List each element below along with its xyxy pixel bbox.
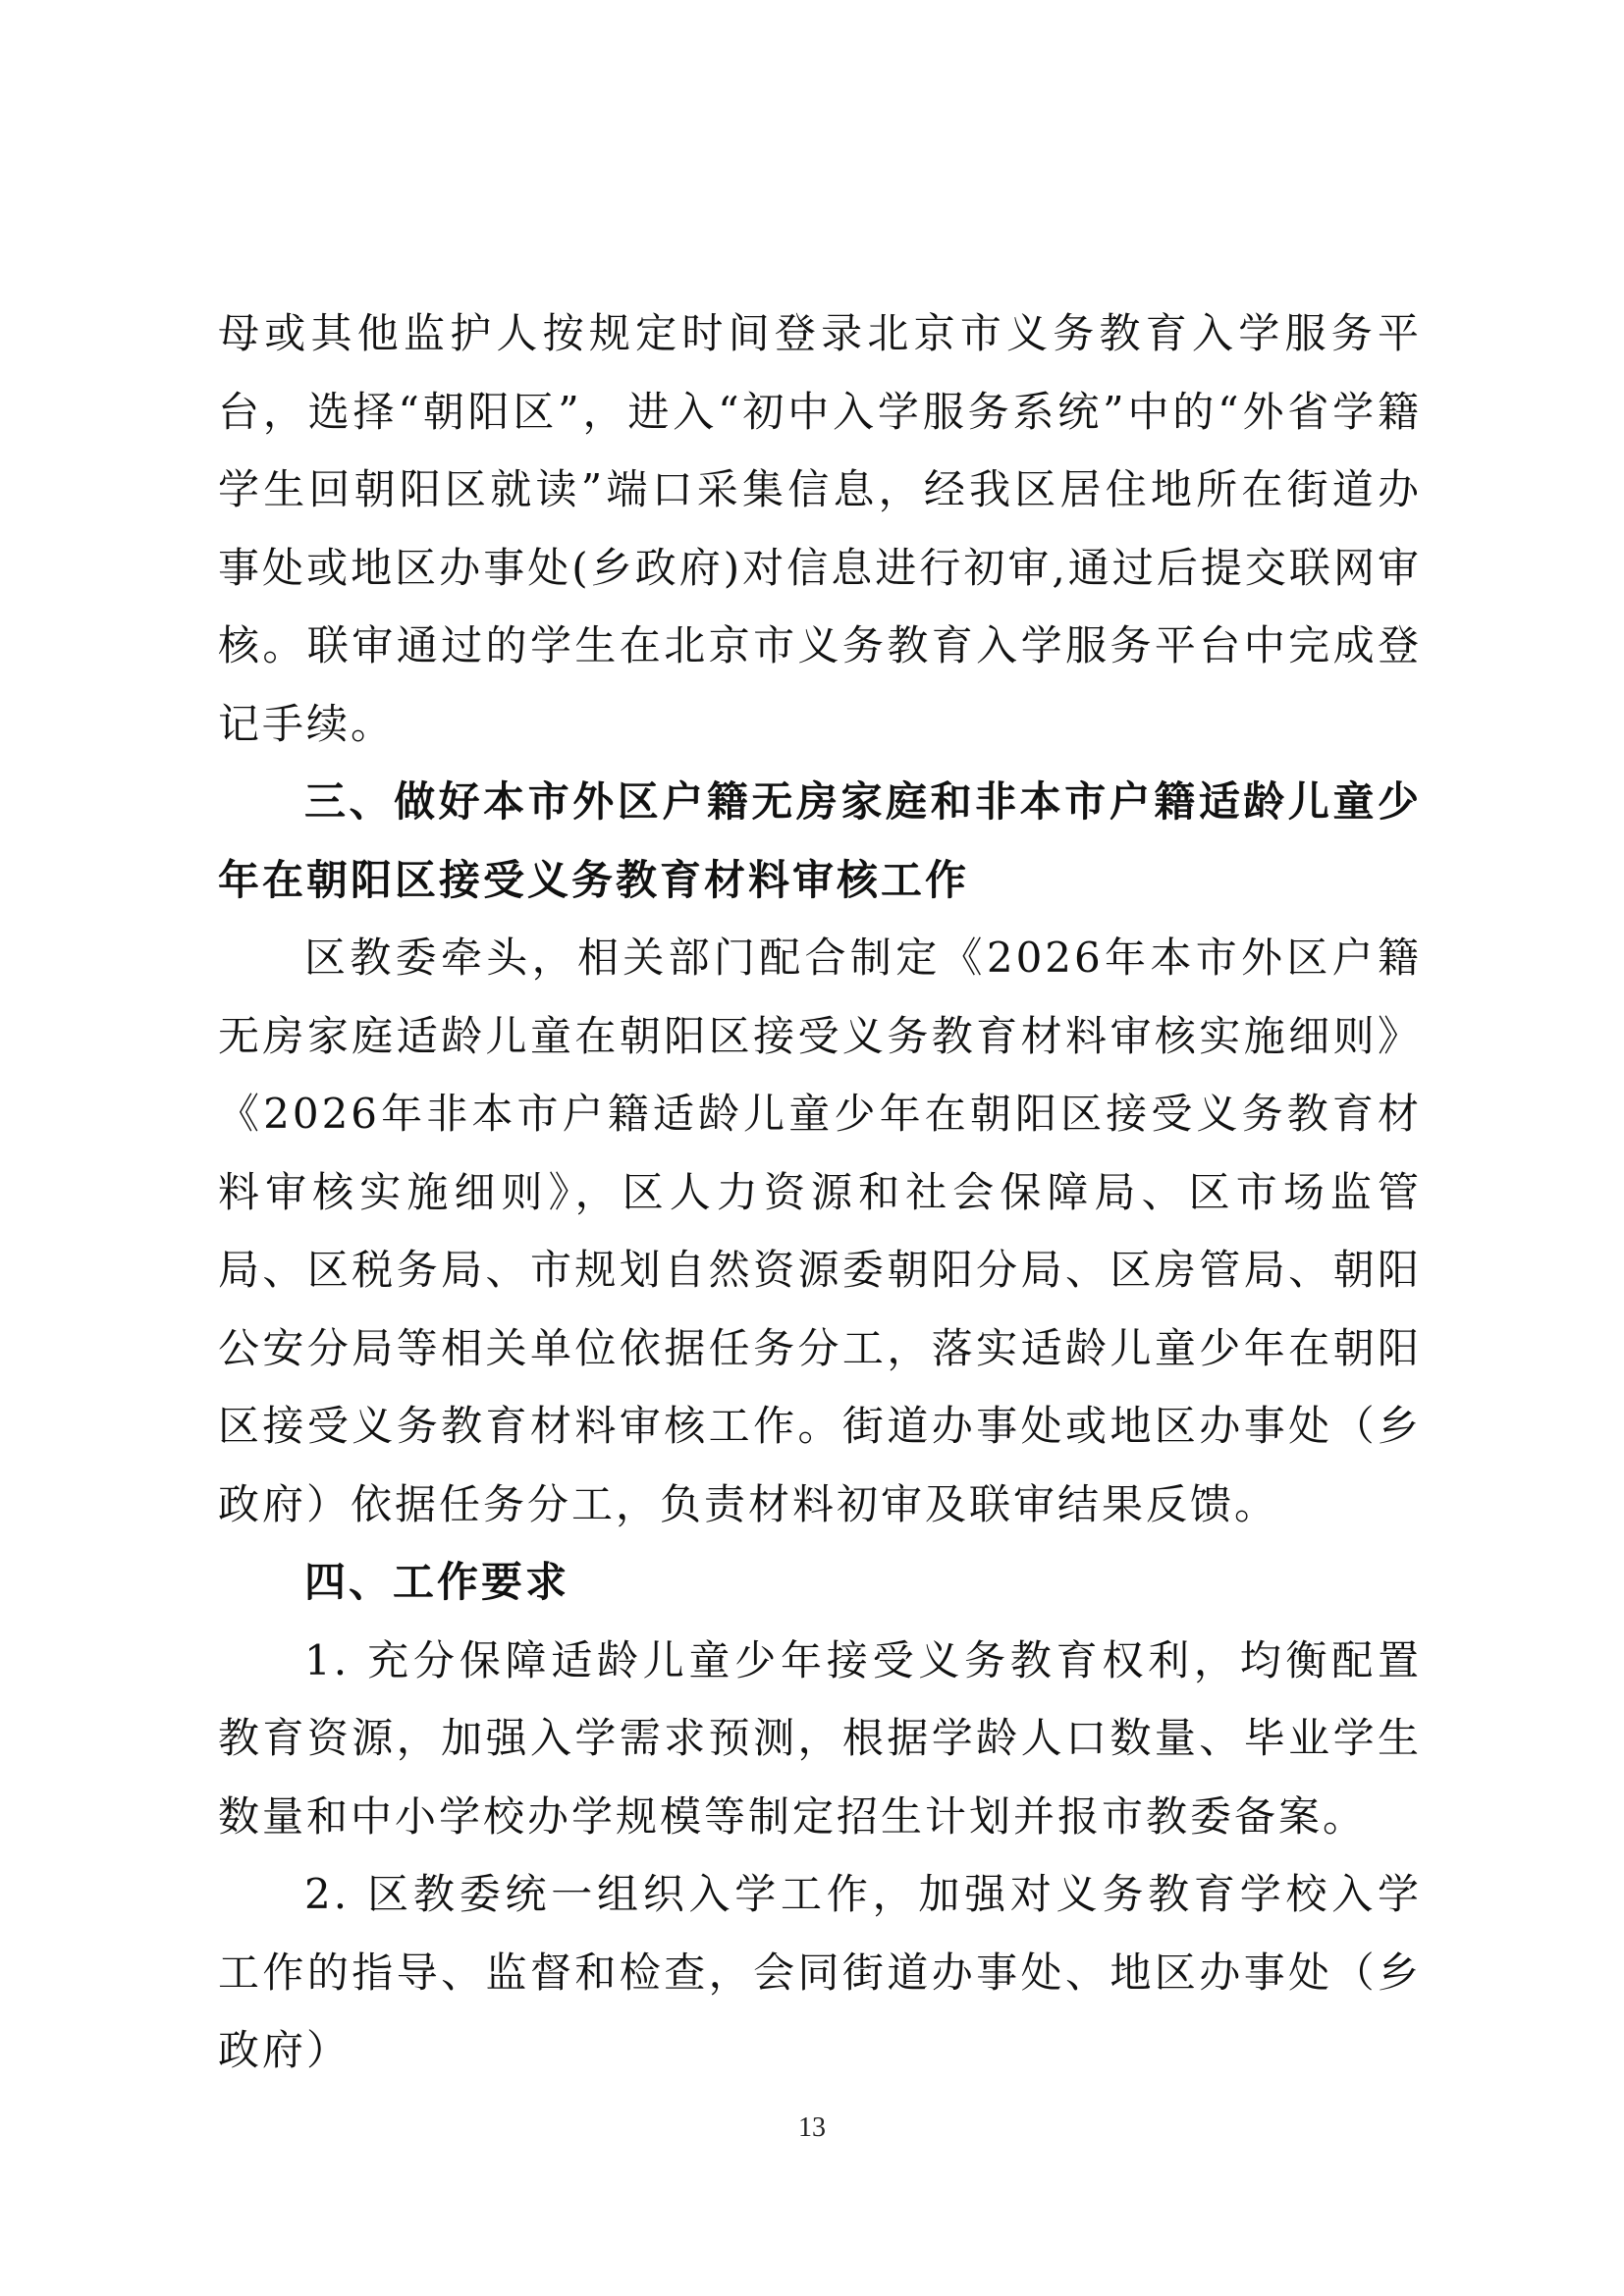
section-heading-3: 三、做好本市外区户籍无房家庭和非本市户籍适龄儿童少年在朝阳区接受义务教育材料审核工作 [218, 777, 1422, 904]
paragraph-requirement-2: 2. 区教委统一组织入学工作，加强对义务教育学校入学工作的指导、监督和检查，会同街道办事处、地区办事处（乡政府） [218, 1870, 1422, 2074]
paragraph-requirement-1: 1. 充分保障适龄儿童少年接受义务教育权利，均衡配置教育资源，加强入学需求预测，根据学龄人口数量、毕业学生数量和中小学校办学规模等制定招生计划并报市教委备案。 [218, 1635, 1422, 1841]
document-body [218, 294, 1422, 2090]
paragraph-continued: 母或其他监护人按规定时间登录北京市义务教育入学服务平台，选择“朝阳区”，进入“初中入学服务系统”中的“外省学籍学生回朝阳区就读”端口采集信息，经我区居住地所在街道办事处或地区办事处(乡政府)对信息进行初审,通过后提交联网审核。联审通过的学生在北京市义务教育入学服务平台中完成登记手续。 [218, 309, 1422, 748]
page-number: 13 [798, 2112, 826, 2143]
section-heading-4: 四、工作要求 [304, 1558, 570, 1606]
paragraph-material-review: 区教委牵头，相关部门配合制定《2026年本市外区户籍无房家庭适龄儿童在朝阳区接受义务教育材料审核实施细则》《2026年非本市户籍适龄儿童少年在朝阳区接受义务教育材料审核实施细则》，区人力资源和社会保障局、区市场监管局、区税务局、市规划自然资源委朝阳分局、区房管局、朝阳公安分局等相关单位依据任务分工，落实适龄儿童少年在朝阳区接受义务教育材料审核工作。街道办事处或地区办事处（乡政府）依据任务分工，负责材料初审及联审结果反馈。 [218, 934, 1422, 1528]
